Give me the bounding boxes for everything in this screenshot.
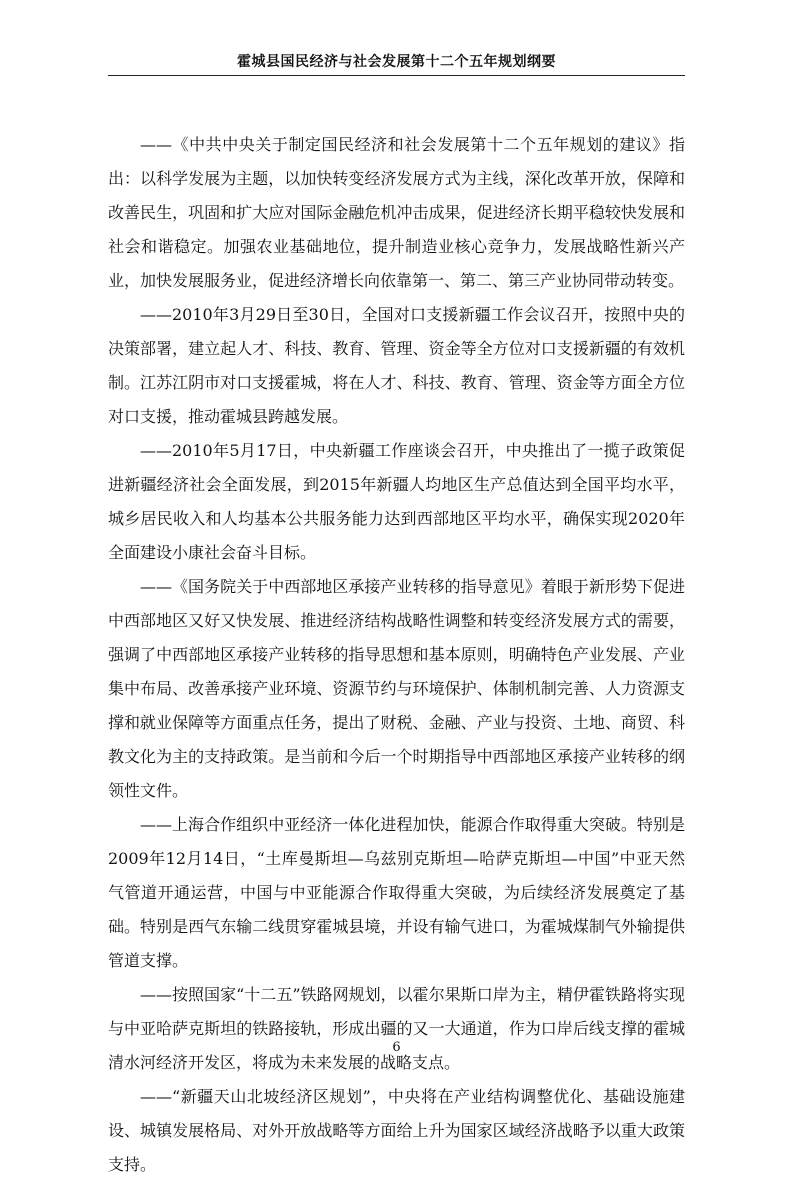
page-number: 6 xyxy=(392,1040,401,1055)
paragraph-industrial-transfer-guidance: ——《国务院关于中西部地区承接产业转移的指导意见》着眼于新形势下促进中西部地区又好又快发展、推进经济结构战略性调整和转变经济发展方式的需要，强调了中西部地区承接产业转移的指导思想和基本原则，明确特色产业发展、产业集中布局、改善承接产业环境、资源节约与环境保护、体制机制完善、人力资源支撑和就业保障等方面重点任务，提出了财税、金融、产业与投资、土地、商贸、科教文化为主的支持政策。是当前和今后一个时期指导中西部地区承接产业转移的纲领性文件。 xyxy=(108,577,685,800)
running-header-title: 霍城县国民经济与社会发展第十二个五年规划纲要 xyxy=(237,54,556,70)
paragraph-railway-plan: ——按照国家“十二五”铁路网规划，以霍尔果斯口岸为主，精伊霍铁路将实现与中亚哈萨克斯坦的铁路接轨，形成出疆的又一大通道，作为口岸后线支撑的霍城清水河经济开发区，将成为未来发展的战略支点。 xyxy=(108,985,685,1072)
paragraph-sco-energy-cooperation: ——上海合作组织中亚经济一体化进程加快，能源合作取得重大突破。特别是2009年12月14日，“土库曼斯坦—乌兹别克斯坦—哈萨克斯坦—中国”中亚天然气管道开通运营，中国与中亚能源合作取得重大突破，为后续经济发展奠定了基础。特别是西气东输二线贯穿霍城县境，并设有输气进口，为霍城煤制气外输提供管道支撑。 xyxy=(108,815,685,970)
paragraph-xinjiang-work-forum: ——2010年5月17日，中央新疆工作座谈会召开，中央推出了一揽子政策促进新疆经济社会全面发展，到2015年新疆人均地区生产总值达到全国平均水平，城乡居民收入和人均基本公共服务能力达到西部地区平均水平，确保实现2020年全面建设小康社会奋斗目标。 xyxy=(108,441,685,562)
paragraph-cpc-proposal: ——《中共中央关于制定国民经济和社会发展第十二个五年规划的建议》指出：以科学发展为主题，以加快转变经济发展方式为主线，深化改革开放，保障和改善民生，巩固和扩大应对国际金融危机冲击成果，促进经济长期平稳较快发展和社会和谐稳定。加强农业基础地位，提升制造业核心竞争力，发展战略性新兴产业，加快发展服务业，促进经济增长向依靠第一、第二、第三产业协同带动转变。 xyxy=(108,135,685,290)
paragraph-xinjiang-aid-conference: ——2010年3月29日至30日，全国对口支援新疆工作会议召开，按照中央的决策部署，建立起人才、科技、教育、管理、资金等全方位对口支援新疆的有效机制。江苏江阴市对口支援霍城，将在人才、科技、教育、管理、资金等方面全方位对口支援，推动霍城县跨越发展。 xyxy=(108,305,685,426)
body-text xyxy=(108,128,685,1182)
header-divider xyxy=(108,75,685,76)
paragraph-tianshan-north-slope-plan: ——“新疆天山北坡经济区规划”，中央将在产业结构调整优化、基础设施建设、城镇发展格局、对外开放战略等方面给上升为国家区域经济战略予以重大政策支持。 xyxy=(108,1087,685,1174)
